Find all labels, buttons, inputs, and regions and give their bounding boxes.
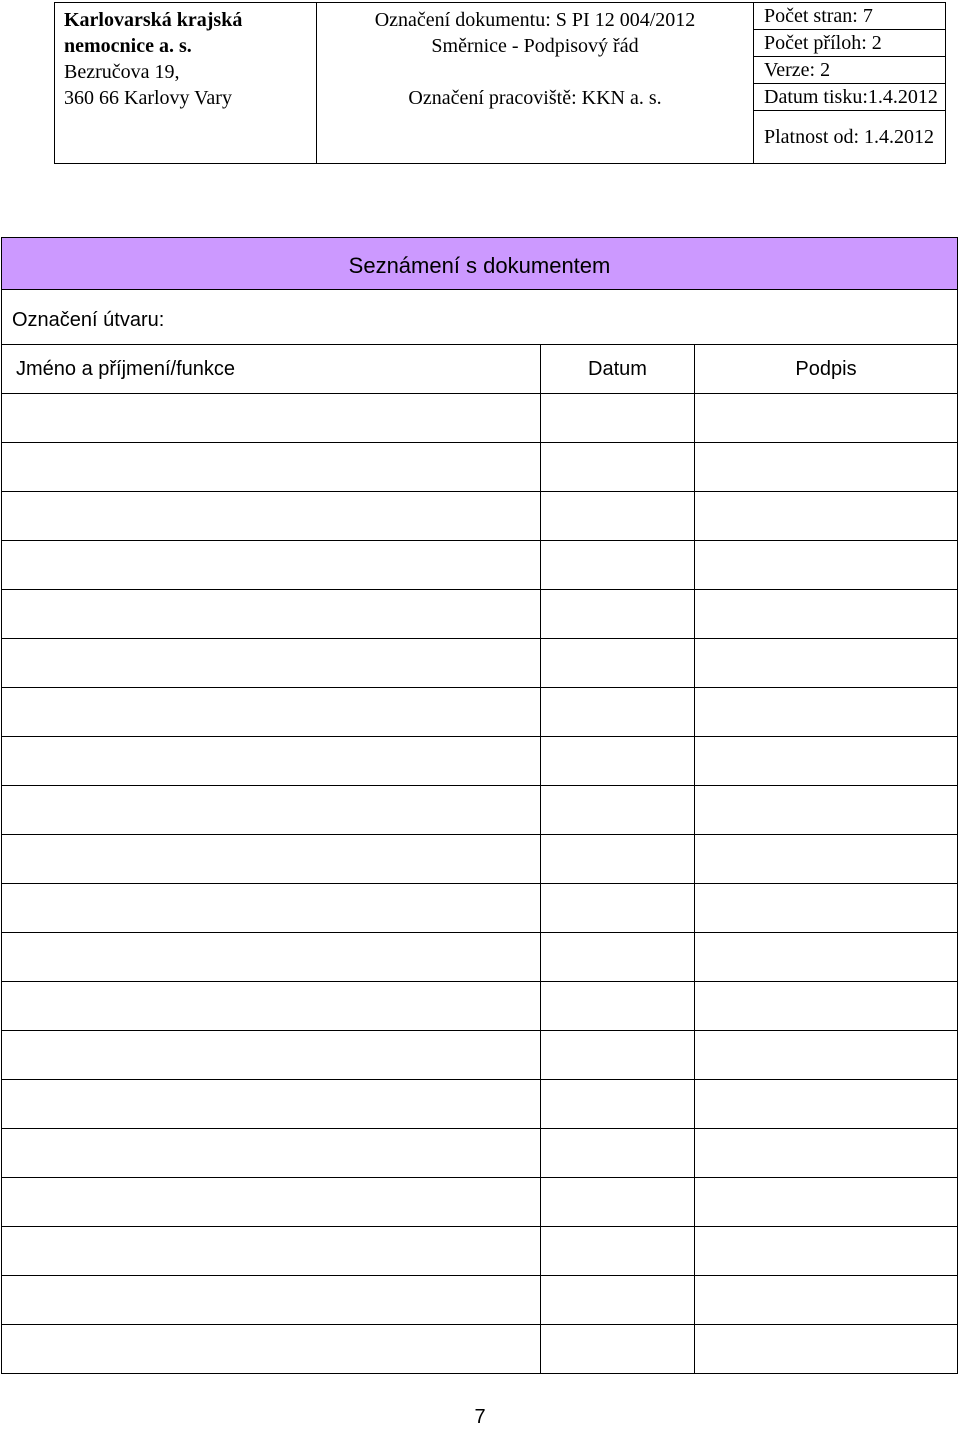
signature-cell[interactable] <box>695 1325 958 1374</box>
name-cell[interactable] <box>2 1129 541 1178</box>
table-row <box>2 639 958 688</box>
version: Verze: 2 <box>754 57 946 84</box>
organization-cell <box>55 3 317 164</box>
name-cell[interactable] <box>2 1227 541 1276</box>
org-name-line2: nemocnice a. s. <box>64 35 192 57</box>
table-row <box>2 786 958 835</box>
table-row <box>2 1325 958 1374</box>
name-cell[interactable] <box>2 737 541 786</box>
table-row <box>2 835 958 884</box>
document-header <box>54 2 946 164</box>
doc-designation: Označení dokumentu: S PI 12 004/2012 <box>374 9 696 31</box>
date-cell[interactable] <box>541 590 695 639</box>
signature-cell[interactable] <box>695 835 958 884</box>
name-cell[interactable] <box>2 394 541 443</box>
date-cell[interactable] <box>541 786 695 835</box>
signature-cell[interactable] <box>695 786 958 835</box>
attachment-count: Počet příloh: 2 <box>754 30 946 57</box>
column-header-signature: Podpis <box>695 345 958 394</box>
org-name-line1: Karlovarská krajská <box>64 9 243 31</box>
column-header-name: Jméno a příjmení/funkce <box>2 345 541 394</box>
signature-cell[interactable] <box>695 884 958 933</box>
signature-cell[interactable] <box>695 982 958 1031</box>
name-cell[interactable] <box>2 492 541 541</box>
signature-cell[interactable] <box>695 443 958 492</box>
signature-cell[interactable] <box>695 933 958 982</box>
table-row <box>2 688 958 737</box>
signature-cell[interactable] <box>695 1031 958 1080</box>
date-cell[interactable] <box>541 1325 695 1374</box>
date-cell[interactable] <box>541 492 695 541</box>
signature-cell[interactable] <box>695 590 958 639</box>
name-cell[interactable] <box>2 443 541 492</box>
name-cell[interactable] <box>2 982 541 1031</box>
date-cell[interactable] <box>541 1080 695 1129</box>
signature-cell[interactable] <box>695 1080 958 1129</box>
signature-cell[interactable] <box>695 1129 958 1178</box>
page-count: Počet stran: 7 <box>754 3 946 30</box>
name-cell[interactable] <box>2 933 541 982</box>
column-header-row <box>2 345 958 394</box>
date-cell[interactable] <box>541 639 695 688</box>
signature-rows <box>2 394 958 1374</box>
org-address-line2: 360 66 Karlovy Vary <box>64 87 232 109</box>
signature-cell[interactable] <box>695 541 958 590</box>
workplace-designation: Označení pracoviště: KKN a. s. <box>408 87 662 109</box>
table-row <box>2 443 958 492</box>
name-cell[interactable] <box>2 688 541 737</box>
date-cell[interactable] <box>541 443 695 492</box>
table-row <box>2 1031 958 1080</box>
table-row <box>2 492 958 541</box>
name-cell[interactable] <box>2 541 541 590</box>
date-cell[interactable] <box>541 1276 695 1325</box>
date-cell[interactable] <box>541 1129 695 1178</box>
date-cell[interactable] <box>541 933 695 982</box>
table-row <box>2 394 958 443</box>
date-cell[interactable] <box>541 394 695 443</box>
doc-title: Směrnice - Podpisový řád <box>431 35 639 57</box>
signature-cell[interactable] <box>695 639 958 688</box>
signature-cell[interactable] <box>695 1227 958 1276</box>
name-cell[interactable] <box>2 1178 541 1227</box>
column-header-date: Datum <box>541 345 695 394</box>
department-label: Označení útvaru: <box>2 290 958 345</box>
date-cell[interactable] <box>541 982 695 1031</box>
table-row <box>2 1178 958 1227</box>
table-row <box>2 933 958 982</box>
name-cell[interactable] <box>2 884 541 933</box>
signature-cell[interactable] <box>695 394 958 443</box>
table-row <box>2 590 958 639</box>
name-cell[interactable] <box>2 1080 541 1129</box>
table-row <box>2 1129 958 1178</box>
document-info-cell <box>317 3 754 164</box>
name-cell[interactable] <box>2 1031 541 1080</box>
table-row <box>2 1276 958 1325</box>
name-cell[interactable] <box>2 590 541 639</box>
page-number: 7 <box>474 1406 486 1428</box>
table-row <box>2 884 958 933</box>
org-address-line1: Bezručova 19, <box>64 61 180 83</box>
signature-cell[interactable] <box>695 688 958 737</box>
name-cell[interactable] <box>2 639 541 688</box>
signature-cell[interactable] <box>695 1178 958 1227</box>
date-cell[interactable] <box>541 737 695 786</box>
table-row <box>2 737 958 786</box>
name-cell[interactable] <box>2 786 541 835</box>
acknowledgement-form <box>1 237 958 1374</box>
valid-from: Platnost od: 1.4.2012 <box>754 111 946 164</box>
date-cell[interactable] <box>541 835 695 884</box>
table-row <box>2 1080 958 1129</box>
date-cell[interactable] <box>541 1227 695 1276</box>
date-cell[interactable] <box>541 1178 695 1227</box>
table-row <box>2 1227 958 1276</box>
signature-cell[interactable] <box>695 737 958 786</box>
table-row <box>2 541 958 590</box>
signature-cell[interactable] <box>695 492 958 541</box>
print-date: Datum tisku:1.4.2012 <box>754 84 946 111</box>
name-cell[interactable] <box>2 835 541 884</box>
date-cell[interactable] <box>541 884 695 933</box>
date-cell[interactable] <box>541 688 695 737</box>
form-title: Seznámení s dokumentem <box>2 238 958 290</box>
date-cell[interactable] <box>541 541 695 590</box>
date-cell[interactable] <box>541 1031 695 1080</box>
table-row <box>2 982 958 1031</box>
signature-cell[interactable] <box>695 1276 958 1325</box>
name-cell[interactable] <box>2 1325 541 1374</box>
name-cell[interactable] <box>2 1276 541 1325</box>
